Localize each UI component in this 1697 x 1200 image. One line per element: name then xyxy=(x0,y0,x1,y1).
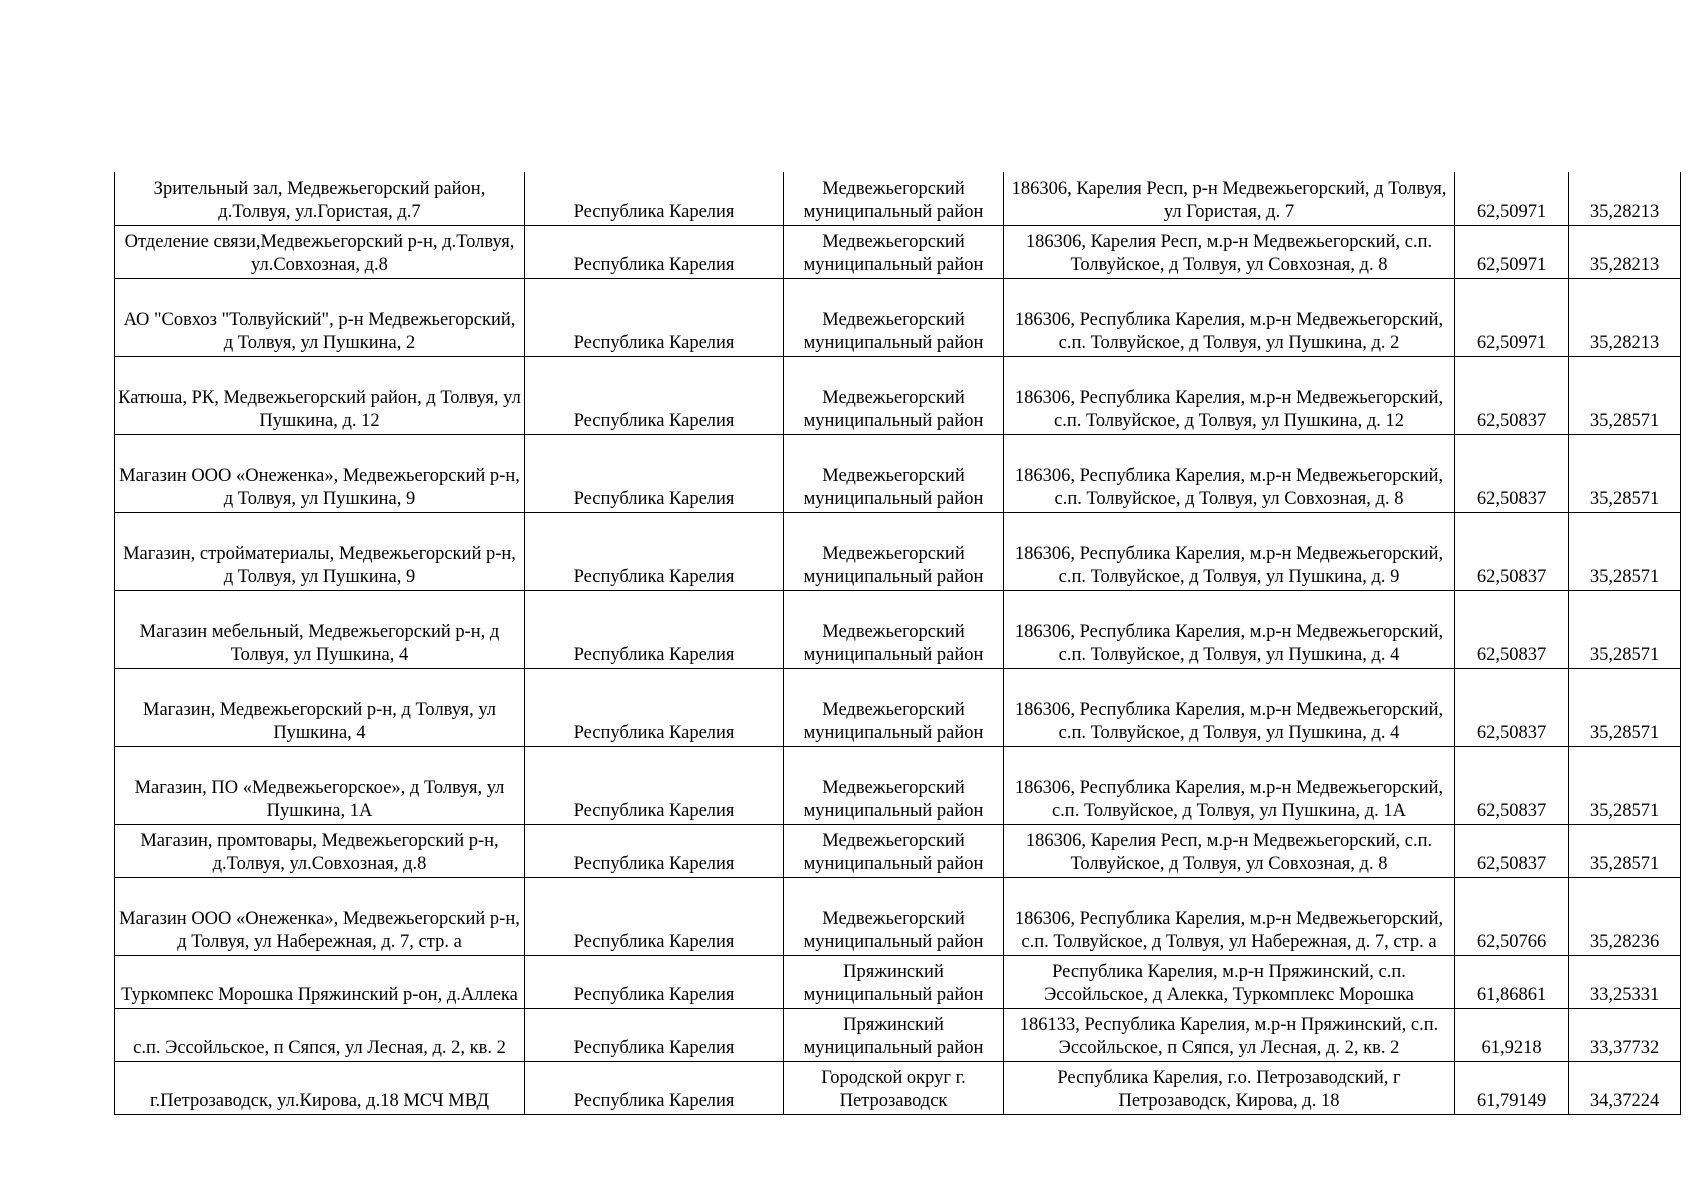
cell-longitude: 35,28571 xyxy=(1569,512,1681,590)
cell-district: Медвежьегорский муниципальный район xyxy=(784,590,1004,668)
cell-region: Республика Карелия xyxy=(525,225,784,278)
cell-longitude: 35,28571 xyxy=(1569,590,1681,668)
cell-latitude: 62,50837 xyxy=(1455,356,1569,434)
cell-district: Пряжинский муниципальный район xyxy=(784,955,1004,1008)
cell-address: 186306, Республика Карелия, м.р-н Медвежьегорский, с.п. Толвуйское, д Толвуя, ул Набережная, д. 7, стр. а xyxy=(1004,877,1455,955)
cell-address: 186306, Карелия Респ, м.р-н Медвежьегорский, с.п. Толвуйское, д Толвуя, ул Совхозная, д. 8 xyxy=(1004,225,1455,278)
table-row xyxy=(115,434,1681,512)
cell-district: Медвежьегорский муниципальный район xyxy=(784,225,1004,278)
table-row xyxy=(115,278,1681,356)
cell-longitude: 33,37732 xyxy=(1569,1008,1681,1061)
cell-address: 186306, Карелия Респ, м.р-н Медвежьегорский, с.п. Толвуйское, д Толвуя, ул Совхозная, д. 8 xyxy=(1004,824,1455,877)
cell-latitude: 62,50971 xyxy=(1455,278,1569,356)
cell-longitude: 35,28571 xyxy=(1569,434,1681,512)
cell-name: АО "Совхоз "Толвуйский", р-н Медвежьегорский, д Толвуя, ул Пушкина, 2 xyxy=(115,278,525,356)
cell-name: Туркомпекс Морошка Пряжинский р-он, д.Аллека xyxy=(115,955,525,1008)
cell-district: Медвежьегорский муниципальный район xyxy=(784,877,1004,955)
cell-latitude: 61,9218 xyxy=(1455,1008,1569,1061)
cell-region: Республика Карелия xyxy=(525,434,784,512)
cell-longitude: 35,28571 xyxy=(1569,824,1681,877)
cell-longitude: 35,28571 xyxy=(1569,356,1681,434)
cell-region: Республика Карелия xyxy=(525,824,784,877)
cell-address: 186306, Республика Карелия, м.р-н Медвежьегорский, с.п. Толвуйское, д Толвуя, ул Пушкина, д. 4 xyxy=(1004,590,1455,668)
cell-district: Медвежьегорский муниципальный район xyxy=(784,668,1004,746)
cell-region: Республика Карелия xyxy=(525,356,784,434)
cell-address: 186306, Республика Карелия, м.р-н Медвежьегорский, с.п. Толвуйское, д Толвуя, ул Пушкина, д. 9 xyxy=(1004,512,1455,590)
cell-name: с.п. Эссойльское, п Сяпся, ул Лесная, д. 2, кв. 2 xyxy=(115,1008,525,1061)
data-table xyxy=(114,172,1681,1115)
cell-name: Катюша, РК, Медвежьегорский район, д Толвуя, ул Пушкина, д. 12 xyxy=(115,356,525,434)
cell-latitude: 61,79149 xyxy=(1455,1061,1569,1114)
cell-address: 186306, Республика Карелия, м.р-н Медвежьегорский, с.п. Толвуйское, д Толвуя, ул Совхозная, д. 8 xyxy=(1004,434,1455,512)
cell-region: Республика Карелия xyxy=(525,877,784,955)
cell-latitude: 62,50837 xyxy=(1455,824,1569,877)
cell-name: Зрительный зал, Медвежьегорский район, д.Толвуя, ул.Гористая, д.7 xyxy=(115,172,525,225)
cell-address: 186306, Республика Карелия, м.р-н Медвежьегорский, с.п. Толвуйское, д Толвуя, ул Пушкина, д. 4 xyxy=(1004,668,1455,746)
cell-district: Медвежьегорский муниципальный район xyxy=(784,356,1004,434)
cell-latitude: 62,50837 xyxy=(1455,512,1569,590)
cell-district: Медвежьегорский муниципальный район xyxy=(784,278,1004,356)
cell-district: Медвежьегорский муниципальный район xyxy=(784,172,1004,225)
cell-address: 186306, Республика Карелия, м.р-н Медвежьегорский, с.п. Толвуйское, д Толвуя, ул Пушкина, д. 1А xyxy=(1004,746,1455,824)
cell-latitude: 62,50971 xyxy=(1455,225,1569,278)
cell-address: 186306, Республика Карелия, м.р-н Медвежьегорский, с.п. Толвуйское, д Толвуя, ул Пушкина, д. 2 xyxy=(1004,278,1455,356)
cell-name: Магазин мебельный, Медвежьегорский р-н, д Толвуя, ул Пушкина, 4 xyxy=(115,590,525,668)
table-body xyxy=(115,172,1681,1114)
cell-latitude: 62,50766 xyxy=(1455,877,1569,955)
cell-longitude: 35,28213 xyxy=(1569,172,1681,225)
cell-name: Магазин, промтовары, Медвежьегорский р-н, д.Толвуя, ул.Совхозная, д.8 xyxy=(115,824,525,877)
cell-address: Республика Карелия, г.о. Петрозаводский, г Петрозаводск, Кирова, д. 18 xyxy=(1004,1061,1455,1114)
cell-region: Республика Карелия xyxy=(525,668,784,746)
cell-address: 186306, Республика Карелия, м.р-н Медвежьегорский, с.п. Толвуйское, д Толвуя, ул Пушкина, д. 12 xyxy=(1004,356,1455,434)
cell-name: Магазин, Медвежьегорский р-н, д Толвуя, ул Пушкина, 4 xyxy=(115,668,525,746)
table-row xyxy=(115,590,1681,668)
cell-region: Республика Карелия xyxy=(525,512,784,590)
cell-district: Городской округ г. Петрозаводск xyxy=(784,1061,1004,1114)
cell-name: Отделение связи,Медвежьегорский р-н, д.Толвуя, ул.Совхозная, д.8 xyxy=(115,225,525,278)
cell-longitude: 35,28213 xyxy=(1569,278,1681,356)
cell-latitude: 61,86861 xyxy=(1455,955,1569,1008)
cell-district: Медвежьегорский муниципальный район xyxy=(784,512,1004,590)
cell-longitude: 35,28213 xyxy=(1569,225,1681,278)
cell-district: Медвежьегорский муниципальный район xyxy=(784,434,1004,512)
table-row xyxy=(115,668,1681,746)
table-row xyxy=(115,512,1681,590)
cell-name: Магазин, стройматериалы, Медвежьегорский р-н, д Толвуя, ул Пушкина, 9 xyxy=(115,512,525,590)
cell-latitude: 62,50837 xyxy=(1455,746,1569,824)
cell-region: Республика Карелия xyxy=(525,746,784,824)
table-row xyxy=(115,1008,1681,1061)
table-row xyxy=(115,172,1681,225)
table-row xyxy=(115,955,1681,1008)
cell-region: Республика Карелия xyxy=(525,278,784,356)
table-row xyxy=(115,746,1681,824)
table-row xyxy=(115,877,1681,955)
table-row xyxy=(115,225,1681,278)
cell-name: Магазин ООО «Онеженка», Медвежьегорский р-н, д Толвуя, ул Пушкина, 9 xyxy=(115,434,525,512)
cell-region: Республика Карелия xyxy=(525,172,784,225)
table-row xyxy=(115,356,1681,434)
cell-address: 186306, Карелия Респ, р-н Медвежьегорский, д Толвуя, ул Гористая, д. 7 xyxy=(1004,172,1455,225)
cell-latitude: 62,50837 xyxy=(1455,590,1569,668)
cell-longitude: 33,25331 xyxy=(1569,955,1681,1008)
cell-longitude: 35,28571 xyxy=(1569,746,1681,824)
cell-region: Республика Карелия xyxy=(525,1008,784,1061)
cell-name: г.Петрозаводск, ул.Кирова, д.18 МСЧ МВД xyxy=(115,1061,525,1114)
cell-address: Республика Карелия, м.р-н Пряжинский, с.п. Эссойльское, д Алекка, Туркомплекс Морошка xyxy=(1004,955,1455,1008)
cell-longitude: 34,37224 xyxy=(1569,1061,1681,1114)
cell-district: Медвежьегорский муниципальный район xyxy=(784,746,1004,824)
cell-district: Медвежьегорский муниципальный район xyxy=(784,824,1004,877)
cell-latitude: 62,50971 xyxy=(1455,172,1569,225)
cell-longitude: 35,28236 xyxy=(1569,877,1681,955)
table-row xyxy=(115,824,1681,877)
cell-longitude: 35,28571 xyxy=(1569,668,1681,746)
table-row xyxy=(115,1061,1681,1114)
cell-district: Пряжинский муниципальный район xyxy=(784,1008,1004,1061)
cell-latitude: 62,50837 xyxy=(1455,668,1569,746)
cell-latitude: 62,50837 xyxy=(1455,434,1569,512)
cell-name: Магазин, ПО «Медвежьегорское», д Толвуя, ул Пушкина, 1А xyxy=(115,746,525,824)
cell-region: Республика Карелия xyxy=(525,590,784,668)
cell-name: Магазин ООО «Онеженка», Медвежьегорский р-н, д Толвуя, ул Набережная, д. 7, стр. а xyxy=(115,877,525,955)
cell-address: 186133, Республика Карелия, м.р-н Пряжинский, с.п. Эссойльское, п Сяпся, ул Лесная, д. 2, кв. 2 xyxy=(1004,1008,1455,1061)
cell-region: Республика Карелия xyxy=(525,1061,784,1114)
cell-region: Республика Карелия xyxy=(525,955,784,1008)
